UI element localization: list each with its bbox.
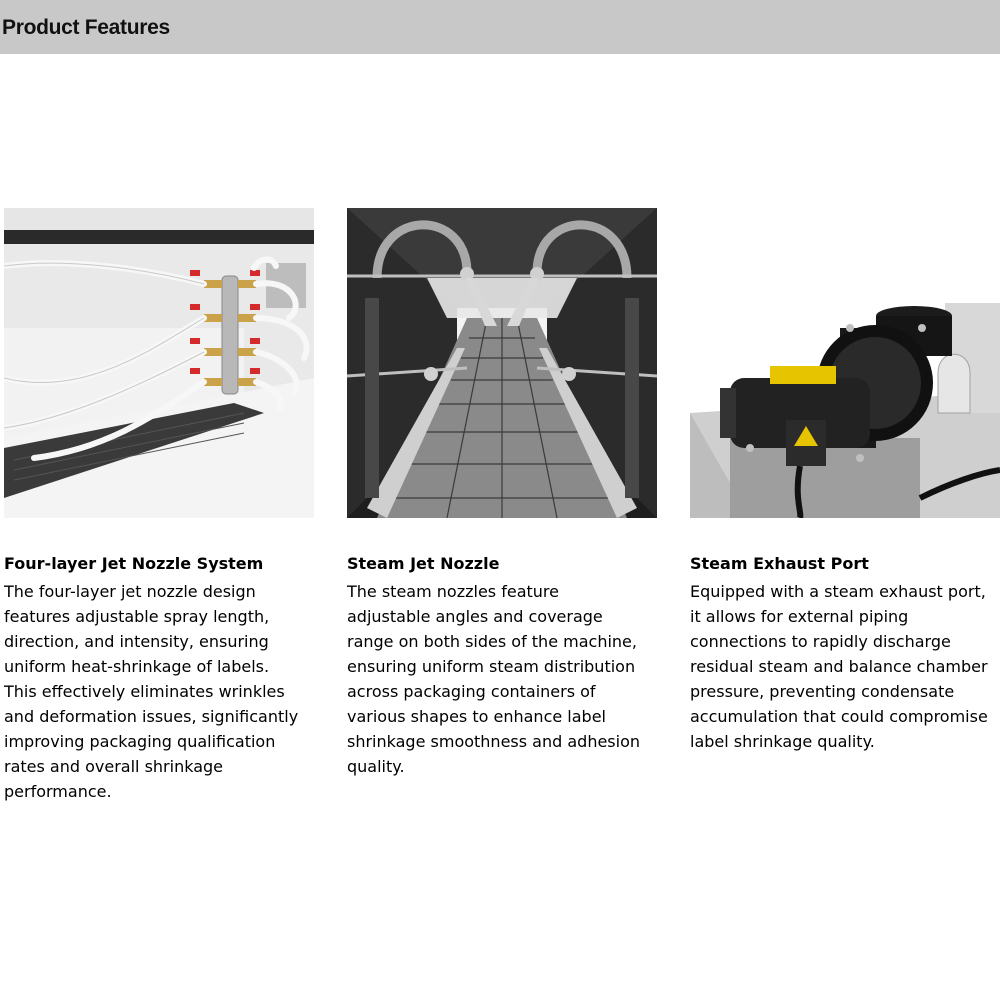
feature-title: Steam Jet Nozzle	[347, 554, 500, 573]
feature-description: The steam nozzles feature adjustable angles and coverage range on both sides of the machine, ensuring uniform steam distribution across packaging containers of various shapes to enhance label shrinkage smoothness and adhesion quality.	[347, 582, 641, 776]
steam-jet-nozzle-photo	[347, 208, 657, 518]
feature-description: The four-layer jet nozzle design features adjustable spray length, direction, and intensity, ensuring uniform heat-shrinkage of labels. This effectively eliminates wrinkles and deformation issues, significantly improving packaging qualification rates and overall shrinkage performance.	[4, 582, 299, 801]
feature-title: Steam Exhaust Port	[690, 554, 869, 573]
feature-title: Four-layer Jet Nozzle System	[4, 554, 264, 573]
header-bar	[0, 0, 1000, 54]
jet-nozzle-system-photo	[4, 208, 314, 518]
page-title: Product Features	[2, 16, 170, 39]
feature-description: Equipped with a steam exhaust port, it allows for external piping connections to rapidly discharge residual steam and balance chamber pressure, preventing condensate accumulation that could compromise label shrinkage quality.	[690, 582, 988, 751]
steam-exhaust-port-photo	[690, 208, 1000, 518]
